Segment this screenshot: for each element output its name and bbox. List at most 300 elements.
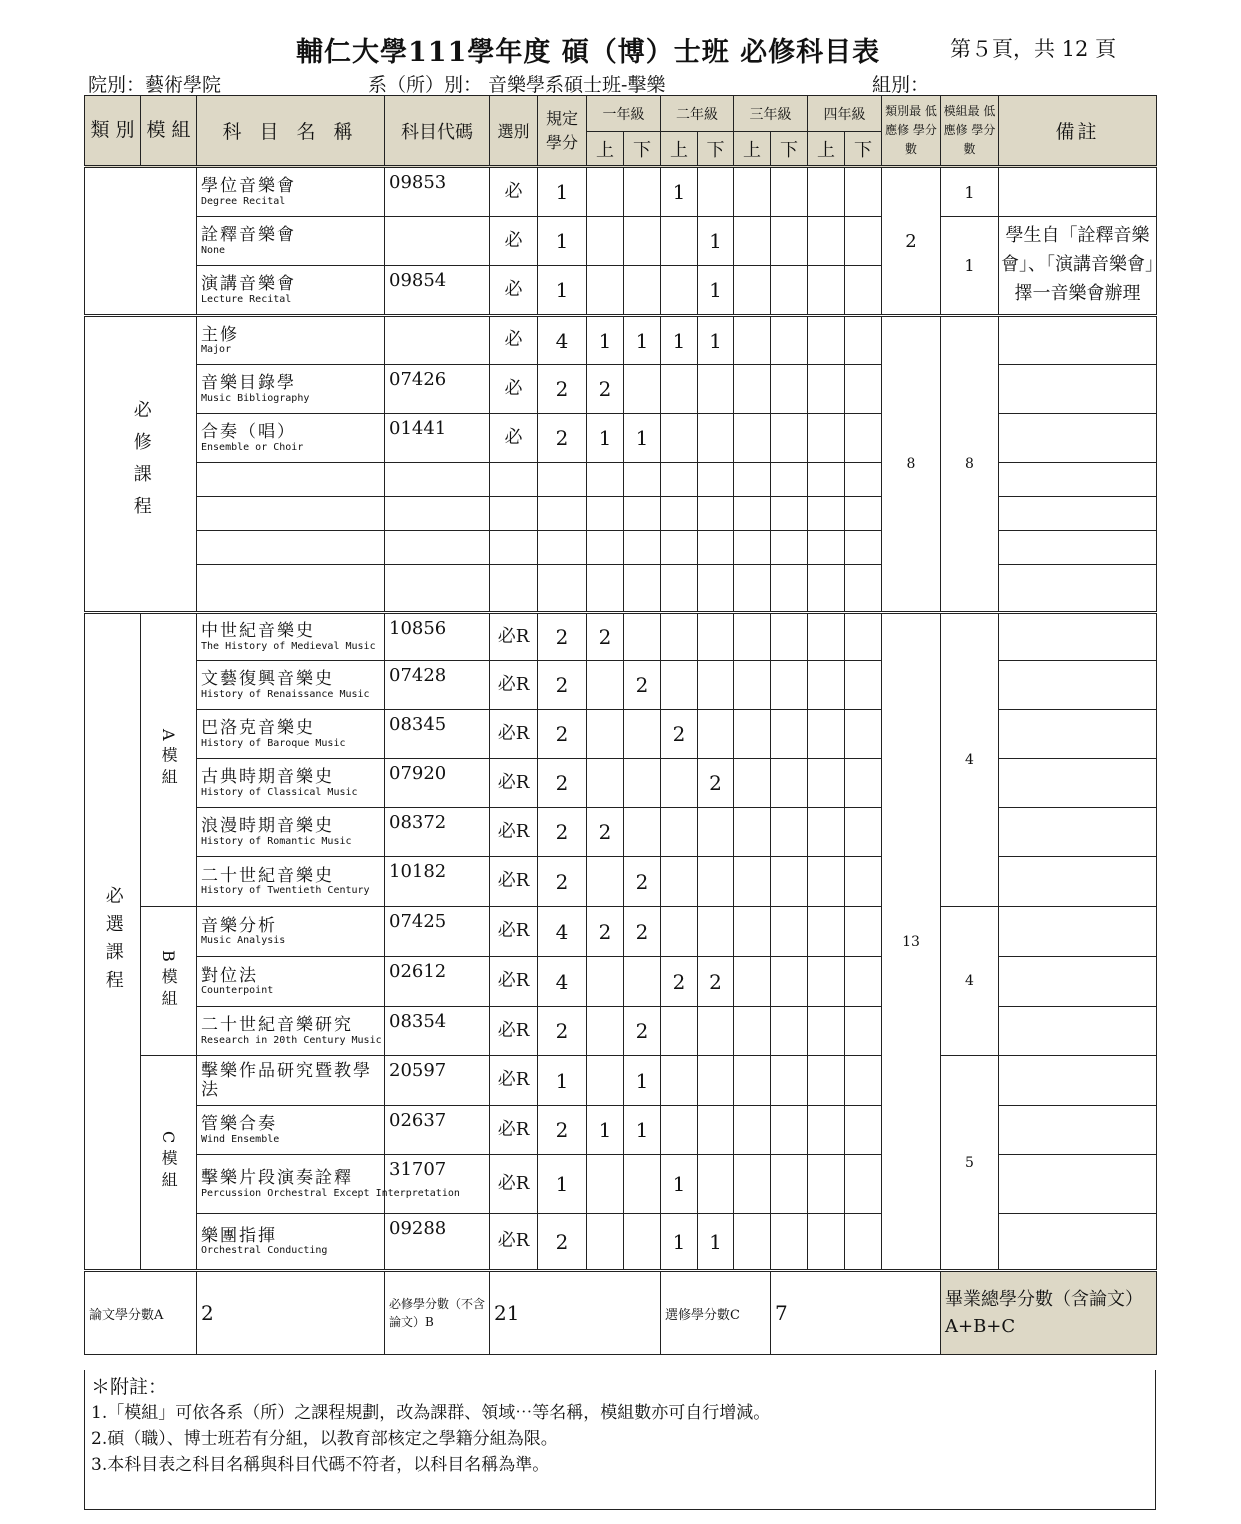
semester-credit	[698, 661, 734, 710]
semester-credit	[808, 1056, 845, 1106]
course-name-cell	[197, 1056, 385, 1106]
mod-min-credits: 1	[941, 167, 999, 217]
course-select-type: 必R	[490, 1106, 538, 1155]
header-course-name: 科 目 名 稱	[197, 96, 385, 167]
course-code	[385, 565, 490, 613]
course-select-type: 必R	[490, 907, 538, 957]
semester-credit	[771, 1214, 808, 1271]
course-credits: 4	[538, 907, 587, 957]
semester-credit	[845, 710, 882, 759]
remarks-cell	[999, 1214, 1157, 1271]
semester-credit	[808, 710, 845, 759]
semester-credit	[624, 365, 661, 414]
course-name-en: None	[201, 244, 226, 256]
elective-credits-label: 選修學分數C	[661, 1271, 771, 1355]
course-name-zh: 對位法	[201, 965, 258, 986]
header-year4: 四年級	[808, 96, 882, 132]
semester-credit	[734, 497, 771, 531]
course-credits	[538, 497, 587, 531]
remarks-cell	[999, 759, 1157, 808]
semester-credit	[661, 1007, 698, 1056]
semester-credit: 1	[698, 217, 734, 266]
header-course-code: 科目代碼	[385, 96, 490, 167]
course-name-cell	[197, 497, 385, 531]
course-name-cell	[197, 217, 385, 266]
semester-credit: 2	[698, 759, 734, 808]
semester-credit	[771, 710, 808, 759]
course-credits: 2	[538, 661, 587, 710]
semester-credit	[661, 266, 698, 316]
semester-credit	[698, 857, 734, 907]
semester-credit	[587, 1007, 624, 1056]
semester-credit	[624, 167, 661, 217]
header-year2: 二年級	[661, 96, 734, 132]
semester-credit	[734, 1214, 771, 1271]
semester-credit	[734, 613, 771, 661]
semester-credit	[845, 907, 882, 957]
header-semester-up: 上	[808, 132, 845, 167]
cat-min-credits: 13	[882, 613, 941, 1271]
course-code	[385, 217, 490, 266]
course-name-en: The History of Medieval Music	[201, 640, 376, 652]
semester-credit	[845, 613, 882, 661]
semester-credit: 1	[624, 414, 661, 463]
semester-credit	[771, 316, 808, 365]
course-name-cell	[197, 857, 385, 907]
cat-min-credits: 8	[882, 316, 941, 613]
semester-credit	[698, 565, 734, 613]
semester-credit	[587, 661, 624, 710]
course-credits: 2	[538, 710, 587, 759]
semester-credit	[587, 759, 624, 808]
semester-credit	[845, 266, 882, 316]
semester-credit	[845, 1106, 882, 1155]
header-cat-min: 類別最 低應修 學分數	[882, 96, 941, 167]
semester-credit: 1	[661, 1155, 698, 1214]
course-name-cell	[197, 266, 385, 316]
course-name-cell	[197, 365, 385, 414]
semester-credit	[698, 808, 734, 857]
course-code: 01441	[385, 414, 490, 463]
semester-credit	[771, 957, 808, 1007]
remarks-cell	[999, 167, 1157, 217]
semester-credit	[771, 414, 808, 463]
college-label: 院別：藝術學院	[88, 74, 222, 96]
course-name-en: Lecture Recital	[201, 293, 292, 305]
semester-credit	[845, 167, 882, 217]
course-name-cell	[197, 710, 385, 759]
semester-credit	[771, 808, 808, 857]
course-name-en: History of Twentieth Century	[201, 885, 370, 897]
semester-credit	[808, 1155, 845, 1214]
course-credits: 2	[538, 1106, 587, 1155]
course-name-zh: 巴洛克音樂史	[201, 718, 315, 739]
semester-credit	[624, 565, 661, 613]
note-item: 3.本科目表之科目名稱與科目代碼不符者，以科目名稱為準。	[91, 1455, 550, 1475]
course-name-zh: 演講音樂會	[201, 274, 296, 295]
semester-credit: 2	[587, 808, 624, 857]
header-credits: 規定 學分	[538, 96, 587, 167]
semester-credit	[698, 531, 734, 565]
semester-credit	[771, 857, 808, 907]
required-credits-label: 必修學分數（不含論文）B	[385, 1271, 490, 1355]
semester-credit	[771, 1007, 808, 1056]
semester-credit	[845, 463, 882, 497]
semester-credit	[661, 531, 698, 565]
semester-credit: 1	[624, 1056, 661, 1106]
course-select-type	[490, 463, 538, 497]
note-item: 2.碩（職）、博士班若有分組，以教育部核定之學籍分組為限。	[91, 1429, 558, 1449]
semester-credit: 1	[587, 414, 624, 463]
semester-credit	[845, 531, 882, 565]
header-year3: 三年級	[734, 96, 808, 132]
semester-credit: 2	[661, 957, 698, 1007]
course-name-cell	[197, 463, 385, 497]
semester-credit	[771, 167, 808, 217]
semester-credit	[734, 463, 771, 497]
semester-credit	[845, 808, 882, 857]
semester-credit	[734, 710, 771, 759]
course-name-zh: 中世紀音樂史	[201, 621, 315, 642]
semester-credit	[808, 808, 845, 857]
course-name-zh: 音樂目錄學	[201, 373, 296, 394]
semester-credit	[771, 1056, 808, 1106]
semester-credit	[698, 167, 734, 217]
semester-credit	[624, 531, 661, 565]
elective-credits-value: 7	[771, 1271, 941, 1355]
course-select-type: 必	[490, 365, 538, 414]
semester-credit	[808, 957, 845, 1007]
remarks-cell	[999, 463, 1157, 497]
semester-credit	[698, 414, 734, 463]
header-module: 模 組	[141, 96, 197, 167]
semester-credit	[624, 613, 661, 661]
module-label: A模組	[141, 613, 197, 907]
header-semester-down: 下	[771, 132, 808, 167]
course-name-en: History of Baroque Music	[201, 737, 346, 749]
semester-credit: 1	[698, 1214, 734, 1271]
course-name-en: Major	[201, 344, 232, 356]
remarks-cell	[999, 808, 1157, 857]
semester-credit	[845, 1155, 882, 1214]
header-semester-down: 下	[624, 132, 661, 167]
course-credits: 1	[538, 1056, 587, 1106]
course-code: 09288	[385, 1214, 490, 1271]
semester-credit: 1	[698, 316, 734, 365]
semester-credit	[698, 710, 734, 759]
course-name-zh: 擊樂作品研究暨教學法	[201, 1060, 372, 1100]
course-select-type: 必R	[490, 661, 538, 710]
course-credits: 2	[538, 808, 587, 857]
semester-credit: 2	[624, 857, 661, 907]
course-select-type	[490, 531, 538, 565]
semester-credit	[587, 217, 624, 266]
semester-credit: 2	[587, 365, 624, 414]
course-code: 09853	[385, 167, 490, 217]
semester-credit	[845, 957, 882, 1007]
course-credits: 2	[538, 613, 587, 661]
semester-credit	[698, 365, 734, 414]
semester-credit: 2	[698, 957, 734, 1007]
module-label: C模組	[141, 1056, 197, 1271]
semester-credit	[808, 1214, 845, 1271]
course-code: 07426	[385, 365, 490, 414]
course-credits: 2	[538, 365, 587, 414]
semester-credit: 1	[624, 316, 661, 365]
semester-credit	[587, 857, 624, 907]
course-select-type: 必	[490, 217, 538, 266]
header-semester-down: 下	[845, 132, 882, 167]
header-remarks: 備註	[999, 96, 1157, 167]
course-name-en: Degree Recital	[201, 195, 286, 207]
semester-credit	[661, 497, 698, 531]
remarks-cell	[999, 613, 1157, 661]
semester-credit	[808, 167, 845, 217]
cat-min-credits: 2	[882, 167, 941, 316]
semester-credit	[587, 565, 624, 613]
semester-credit: 1	[698, 266, 734, 316]
semester-credit: 1	[661, 167, 698, 217]
semester-credit	[808, 316, 845, 365]
remarks-cell	[999, 1155, 1157, 1214]
header-semester-up: 上	[661, 132, 698, 167]
course-select-type: 必R	[490, 613, 538, 661]
semester-credit: 2	[587, 907, 624, 957]
course-name-cell	[197, 414, 385, 463]
course-code: 02637	[385, 1106, 490, 1155]
course-credits: 1	[538, 1155, 587, 1214]
course-select-type: 必R	[490, 857, 538, 907]
course-name-cell	[197, 167, 385, 217]
semester-credit	[845, 565, 882, 613]
semester-credit	[808, 217, 845, 266]
semester-credit: 2	[624, 1007, 661, 1056]
group-label: 組別：	[872, 74, 930, 96]
header-semester-up: 上	[734, 132, 771, 167]
semester-credit	[808, 661, 845, 710]
course-name-cell	[197, 759, 385, 808]
semester-credit	[771, 365, 808, 414]
semester-credit	[734, 808, 771, 857]
course-credits: 1	[538, 217, 587, 266]
course-name-en: History of Classical Music	[201, 786, 358, 798]
semester-credit	[587, 1056, 624, 1106]
remarks-cell	[999, 316, 1157, 365]
course-name-zh: 浪漫時期音樂史	[201, 816, 334, 837]
course-credits: 2	[538, 1214, 587, 1271]
course-select-type	[490, 497, 538, 531]
semester-credit	[587, 167, 624, 217]
semester-credit	[734, 531, 771, 565]
semester-credit	[845, 414, 882, 463]
course-select-type: 必R	[490, 957, 538, 1007]
course-name-zh: 二十世紀音樂研究	[201, 1015, 353, 1036]
semester-credit	[734, 759, 771, 808]
category-elective: 必選課程	[85, 613, 141, 1271]
course-name-cell	[197, 531, 385, 565]
category-required: 必修課程	[85, 316, 197, 613]
semester-credit	[771, 497, 808, 531]
course-name-en: History of Renaissance Music	[201, 688, 370, 700]
table-row	[85, 167, 1157, 217]
remarks-cell	[999, 1106, 1157, 1155]
semester-credit	[734, 1007, 771, 1056]
semester-credit	[661, 414, 698, 463]
remarks-cell	[999, 957, 1157, 1007]
semester-credit	[734, 316, 771, 365]
course-credits	[538, 565, 587, 613]
semester-credit	[734, 661, 771, 710]
semester-credit	[661, 365, 698, 414]
semester-credit	[845, 1007, 882, 1056]
department-label: 系（所）別： 音樂學系碩士班-擊樂	[368, 74, 666, 96]
course-name-zh: 學位音樂會	[201, 176, 296, 197]
semester-credit	[845, 316, 882, 365]
semester-credit	[624, 808, 661, 857]
semester-credit	[734, 565, 771, 613]
semester-credit	[698, 907, 734, 957]
semester-credit	[698, 613, 734, 661]
notes-heading: ＊附註：	[91, 1376, 168, 1398]
page-title: 輔仁大學111學年度 碩（博）士班 必修科目表	[296, 37, 881, 68]
table-row	[85, 907, 1157, 957]
header-mod-min: 模組最 低應修 學分數	[941, 96, 999, 167]
course-name-zh: 古典時期音樂史	[201, 767, 334, 788]
course-credits: 4	[538, 316, 587, 365]
course-select-type: 必R	[490, 1056, 538, 1106]
semester-credit	[698, 1007, 734, 1056]
semester-credit	[661, 217, 698, 266]
semester-credit	[771, 661, 808, 710]
semester-credit	[771, 217, 808, 266]
semester-credit: 1	[661, 1214, 698, 1271]
course-name-en: Music Analysis	[201, 935, 286, 947]
semester-credit: 1	[587, 1106, 624, 1155]
semester-credit	[734, 167, 771, 217]
semester-credit: 1	[624, 1106, 661, 1155]
course-code	[385, 531, 490, 565]
semester-credit	[698, 497, 734, 531]
header-year1: 一年級	[587, 96, 661, 132]
graduation-credits-label: 畢業總學分數（含論文）A+B+C	[941, 1271, 1157, 1355]
table-row	[85, 217, 1157, 266]
semester-credit	[587, 266, 624, 316]
course-name-zh: 詮釋音樂會	[201, 225, 296, 246]
semester-credit: 2	[624, 661, 661, 710]
semester-credit	[734, 857, 771, 907]
course-code: 02612	[385, 957, 490, 1007]
remarks-cell	[999, 1056, 1157, 1106]
mod-min-credits: 5	[941, 1056, 999, 1271]
course-code: 31707	[385, 1155, 490, 1214]
course-name-cell	[197, 661, 385, 710]
course-code: 10856	[385, 613, 490, 661]
course-name-en: Wind Ensemble	[201, 1133, 280, 1145]
semester-credit	[734, 957, 771, 1007]
semester-credit	[808, 1106, 845, 1155]
semester-credit	[624, 1214, 661, 1271]
semester-credit	[698, 1106, 734, 1155]
semester-credit	[808, 266, 845, 316]
course-code: 20597	[385, 1056, 490, 1106]
semester-credit	[624, 217, 661, 266]
semester-credit	[661, 857, 698, 907]
course-credits	[538, 463, 587, 497]
course-name-zh: 合奏（唱）	[201, 422, 296, 443]
course-code: 07425	[385, 907, 490, 957]
semester-credit	[734, 1106, 771, 1155]
table-row	[85, 613, 1157, 661]
course-name-zh: 管樂合奏	[201, 1114, 277, 1135]
course-name-cell	[197, 1106, 385, 1155]
course-code	[385, 463, 490, 497]
course-name-zh: 主修	[201, 324, 239, 345]
page-number: 第５頁，共 12 頁	[950, 37, 1117, 61]
semester-credit	[624, 710, 661, 759]
remarks-cell	[999, 661, 1157, 710]
semester-credit	[734, 1155, 771, 1214]
course-code: 08345	[385, 710, 490, 759]
semester-credit	[808, 463, 845, 497]
mod-min-credits: 4	[941, 907, 999, 1056]
course-code: 07920	[385, 759, 490, 808]
required-credits-value: 21	[490, 1271, 661, 1355]
course-name-cell	[197, 907, 385, 957]
table-row	[85, 316, 1157, 365]
course-code: 08372	[385, 808, 490, 857]
semester-credit	[808, 497, 845, 531]
remarks-cell	[999, 907, 1157, 957]
semester-credit	[771, 1155, 808, 1214]
semester-credit	[734, 1056, 771, 1106]
course-select-type: 必	[490, 414, 538, 463]
course-name-en: Percussion Orchestral Except Interpretation	[201, 1187, 460, 1199]
semester-credit	[771, 1106, 808, 1155]
header-category: 類 別	[85, 96, 141, 167]
semester-credit	[845, 759, 882, 808]
semester-credit	[661, 759, 698, 808]
course-name-zh: 樂團指揮	[201, 1225, 277, 1246]
semester-credit	[661, 1106, 698, 1155]
totals-row	[85, 1271, 1157, 1355]
course-select-type: 必R	[490, 1007, 538, 1056]
semester-credit	[808, 565, 845, 613]
table-row	[85, 1056, 1157, 1106]
semester-credit	[808, 531, 845, 565]
remarks-cell	[999, 365, 1157, 414]
course-select-type: 必R	[490, 1214, 538, 1271]
course-select-type	[490, 565, 538, 613]
course-name-en: Orchestral Conducting	[201, 1245, 328, 1257]
semester-credit	[845, 661, 882, 710]
header-semester-down: 下	[698, 132, 734, 167]
semester-credit	[661, 565, 698, 613]
course-credits: 2	[538, 1007, 587, 1056]
semester-credit: 1	[587, 316, 624, 365]
course-name-cell	[197, 1007, 385, 1056]
remarks-cell: 學生自「詮釋音樂會」、「演講音樂會」擇一音樂會辦理	[999, 217, 1157, 316]
semester-credit	[624, 957, 661, 1007]
remarks-cell	[999, 497, 1157, 531]
course-name-cell	[197, 565, 385, 613]
mod-min-credits: 8	[941, 316, 999, 613]
semester-credit	[624, 1155, 661, 1214]
semester-credit	[624, 497, 661, 531]
semester-credit	[624, 759, 661, 808]
course-name-zh: 二十世紀音樂史	[201, 865, 334, 886]
course-name-en: Ensemble or Choir	[201, 441, 304, 453]
semester-credit	[587, 497, 624, 531]
